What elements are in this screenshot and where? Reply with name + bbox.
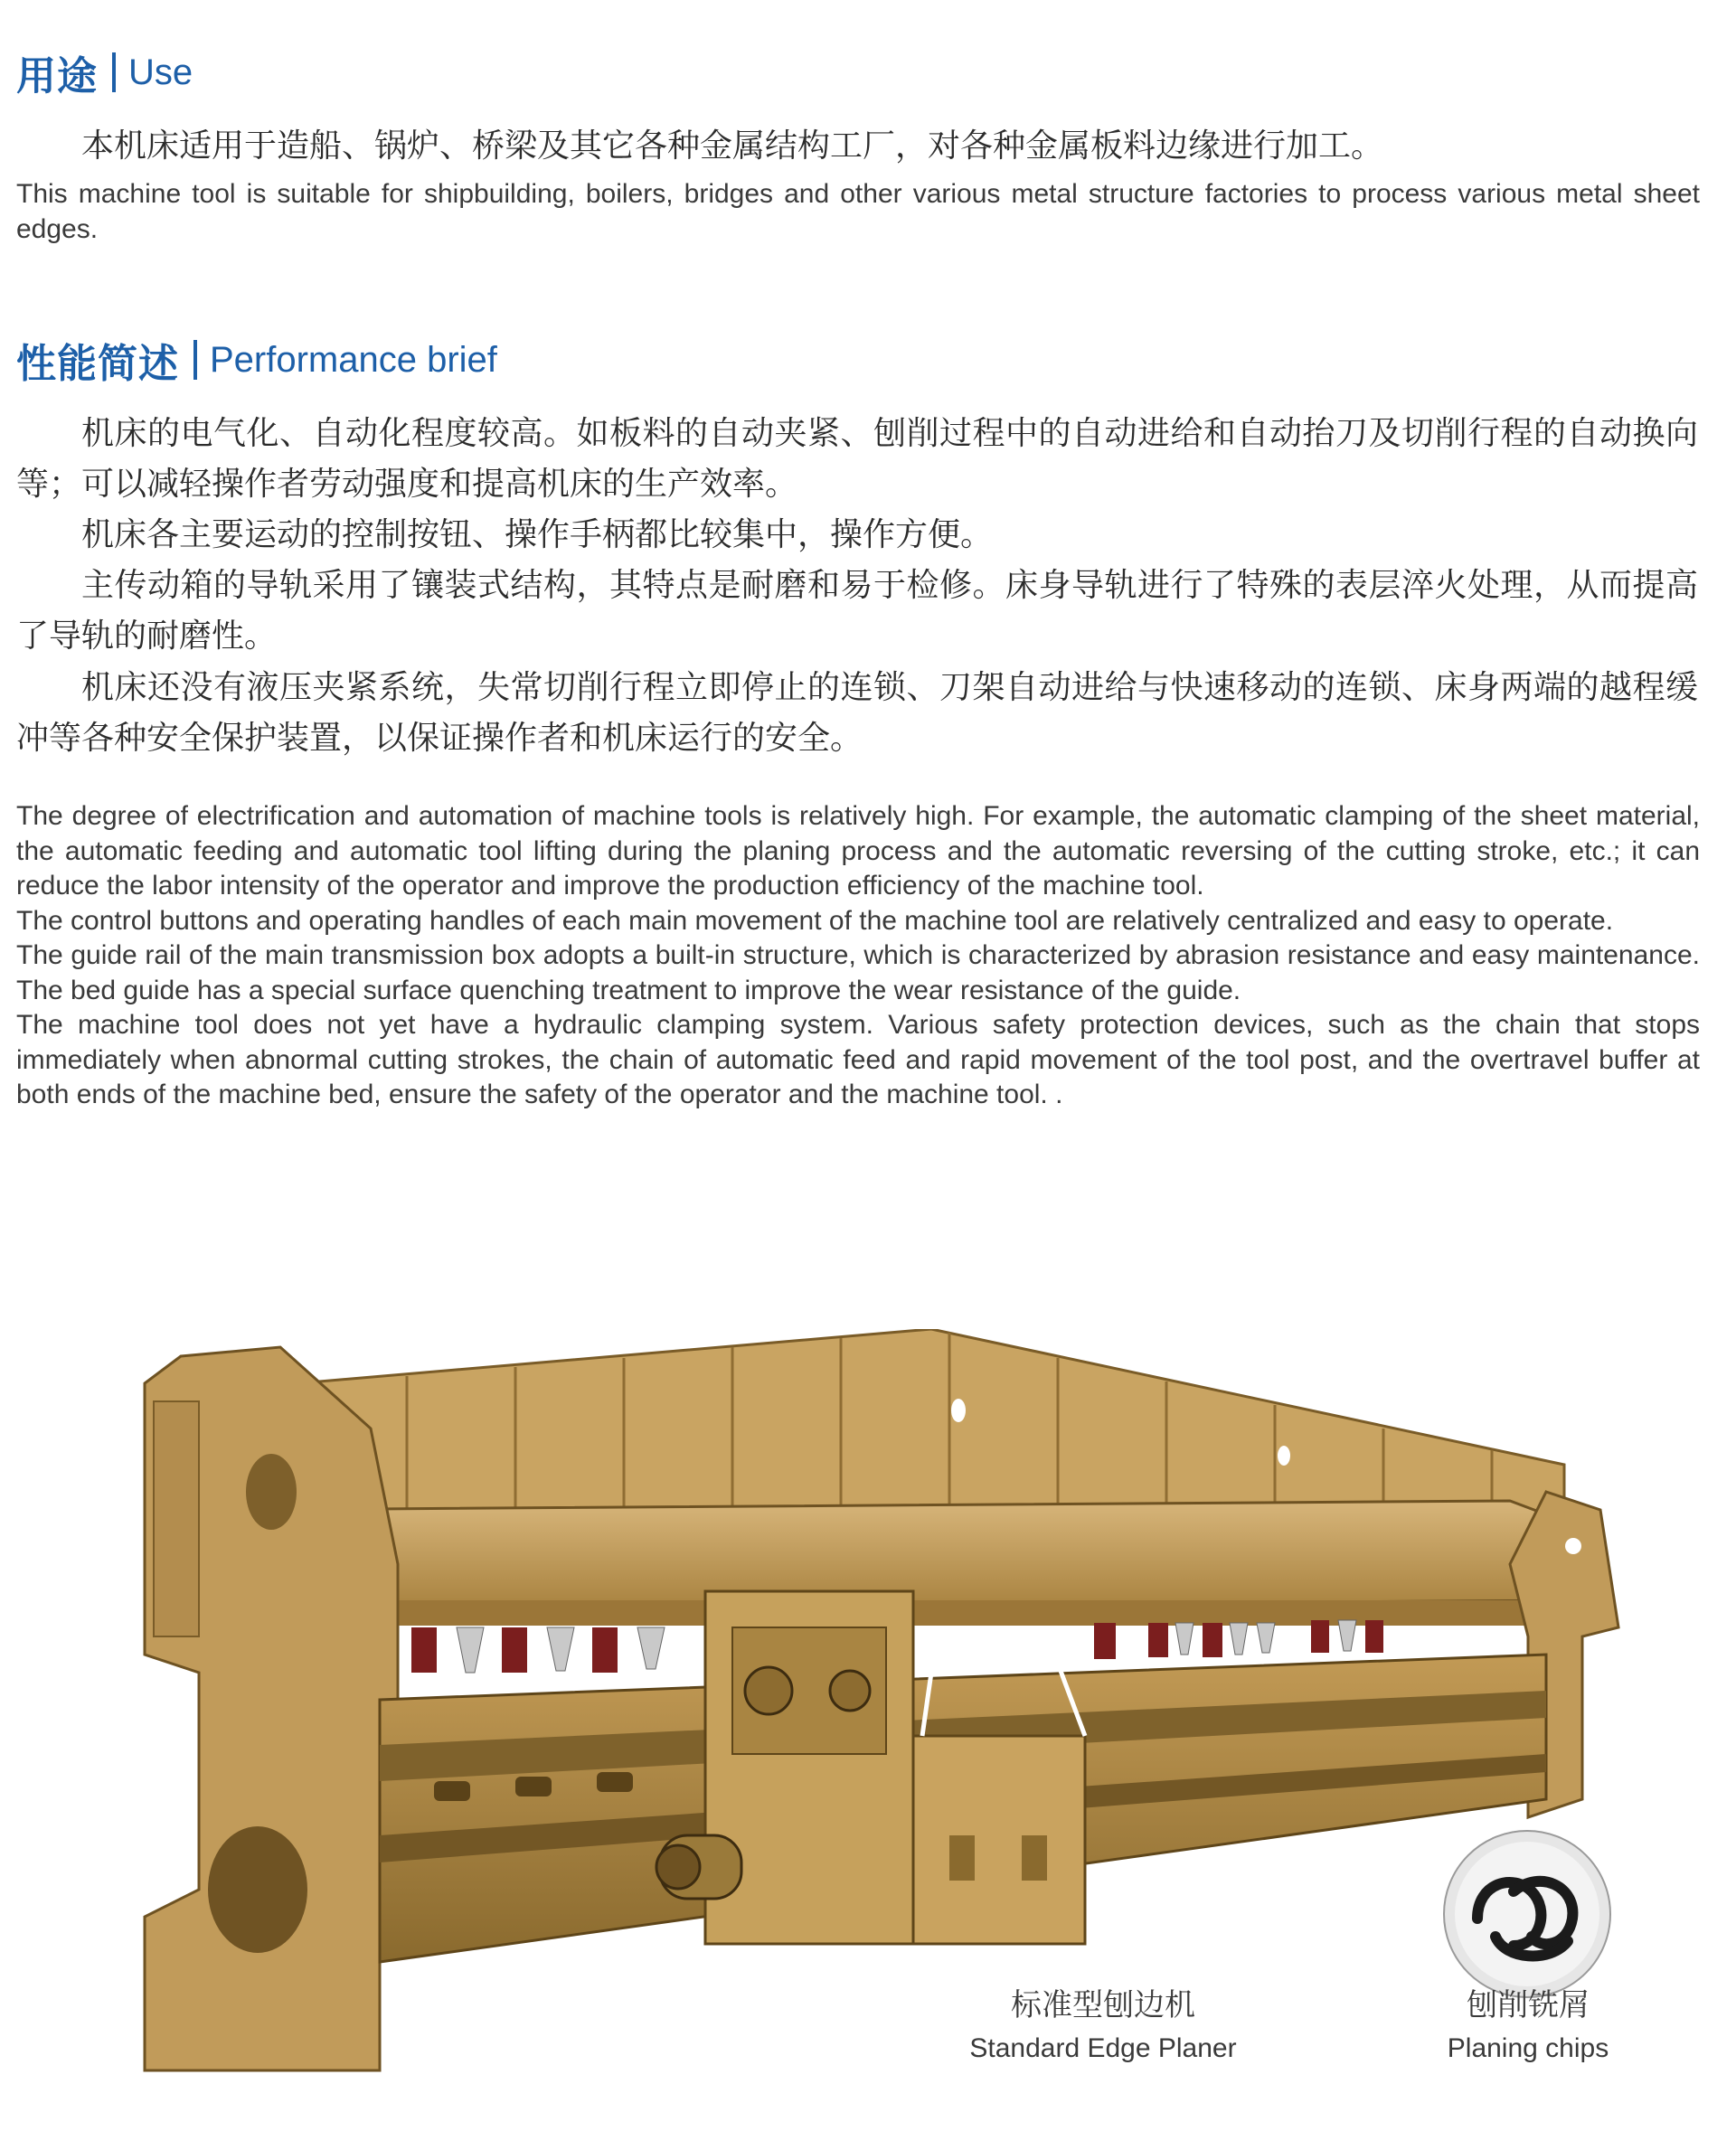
performance-paragraph-cn: 机床各主要运动的控制按钮、操作手柄都比较集中，操作方便。 xyxy=(81,516,994,553)
machine-caption xyxy=(940,1985,1266,2069)
performance-paragraph-cn: 机床还没有液压夹紧系统，失常切削行程立即停止的连锁、刀架自动进给与快速移动的连锁、床身两端的越程缓冲等各种安全保护装置，以保证操作者和机床运行的安全。 xyxy=(16,669,1698,757)
use-heading-en: Use xyxy=(128,52,193,92)
performance-paragraph-en: The guide rail of the main transmission box adopts a built-in structure, which is characterized by abrasion resistance and easy maintenance. The bed guide has a special surface quenching treatment to improve the wear resistance of the guide. xyxy=(16,940,1700,1005)
chips-caption-cn: 刨削铣屑 xyxy=(1467,1987,1590,2023)
performance-paragraph-cn: 主传动箱的导轨采用了镶装式结构，其特点是耐磨和易于检修。床身导轨进行了特殊的表层淬火处理，从而提高了导轨的耐磨性。 xyxy=(16,567,1698,655)
use-heading xyxy=(16,43,193,101)
use-text-cn: 本机床适用于造船、锅炉、桥梁及其它各种金属结构工厂，对各种金属板料边缘进行加工。 xyxy=(81,127,1384,165)
planing-chips-image xyxy=(1441,1828,1613,2000)
performance-heading xyxy=(16,331,497,389)
performance-text-en xyxy=(16,799,1700,1113)
use-text-en: This machine tool is suitable for shipbuilding, boilers, bridges and other various metal structure factories to process various metal sheet edges. xyxy=(16,179,1700,244)
performance-paragraph-en: The machine tool does not yet have a hydraulic clamping system. Various safety protection devices, such as the chain that stops immediately when abnormal cutting strokes, the chain of automatic feed and rapid movement of the tool post, and the overtravel buffer at both ends of the machine bed, ensure the safety of the operator and the machine tool. . xyxy=(16,1010,1700,1109)
machine-caption-cn: 标准型刨边机 xyxy=(1011,1987,1195,2023)
performance-heading-en: Performance brief xyxy=(210,339,497,380)
machine-caption-en: Standard Edge Planer xyxy=(969,2033,1237,2063)
chips-caption-en: Planing chips xyxy=(1447,2033,1609,2063)
edge-planer-illustration xyxy=(136,1329,1628,2089)
use-heading-cn: 用途 xyxy=(16,53,98,99)
chips-caption xyxy=(1420,1985,1637,2069)
performance-heading-cn: 性能简述 xyxy=(16,341,179,387)
heading-divider xyxy=(112,52,116,92)
heading-divider xyxy=(193,340,197,380)
performance-paragraph-en: The degree of electrification and automation of machine tools is relatively high. For example, the automatic clamping of the sheet material, the automatic feeding and automatic tool lifting during the planing process and the automatic reversing of the cutting stroke, etc.; it can reduce the labor intensity of the operator and improve the production efficiency of the machine tool. xyxy=(16,801,1700,901)
performance-paragraph-en: The control buttons and operating handles of each main movement of the machine tool are relatively centralized and easy to operate. xyxy=(16,905,1614,936)
performance-paragraph-cn: 机床的电气化、自动化程度较高。如板料的自动夹紧、刨削过程中的自动进给和自动抬刀及切削行程的自动换向等；可以减轻操作者劳动强度和提高机床的生产效率。 xyxy=(16,415,1698,503)
